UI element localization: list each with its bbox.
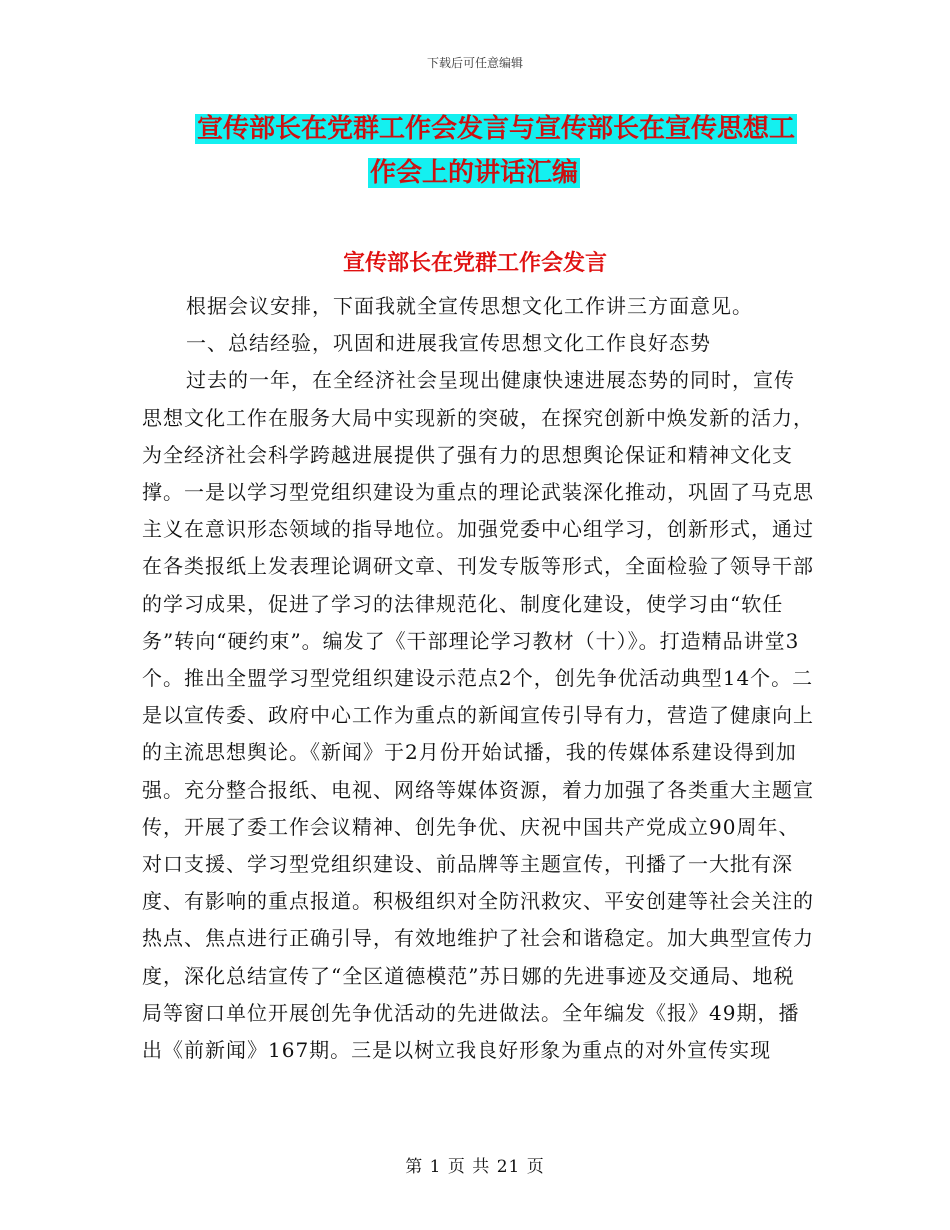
body-text [142, 288, 814, 1069]
document-title-line-1 [195, 110, 797, 148]
paragraph: 过去的一年，在全经济社会呈现出健康快速进展态势的同时，宣传思想文化工作在服务大局中实现新的突破，在探究创新中焕发新的活力，为全经济社会科学跨越进展提供了强有力的思想舆论保证和精神文化支撑。一是以学习型党组织建设为重点的理论武装深化推动，巩固了马克思主义在意识形态领域的指导地位。加强党委中心组学习，创新形式，通过在各类报纸上发表理论调研文章、刊发专版等形式，全面检验了领导干部的学习成果，促进了学习的法律规范化、制度化建设，使学习由“软任务”转向“硬约束”。编发了《干部理论学习教材（十）》。打造精品讲堂3个。推出全盟学习型党组织建设示范点2个，创先争优活动典型14个。二是以宣传委、政府中心工作为重点的新闻宣传引导有力，营造了健康向上的主流思想舆论。《新闻》于2月份开始试播，我的传媒体系建设得到加强。充分整合报纸、电视、网络等媒体资源，着力加强了各类重大主题宣传，开展了委工作会议精神、创先争优、庆祝中国共产党成立90周年、对口支援、学习型党组织建设、前品牌等主题宣传，刊播了一大批有深度、有影响的重点报道。积极组织对全防汛救灾、平安创建等社会关注的热点、焦点进行正确引导，有效地维护了社会和谐稳定。加大典型宣传力度，深化总结宣传了“全区道德模范”苏日娜的先进事迹及交通局、地税局等窗口单位开展创先争优活动的先进做法。全年编发《报》49期，播出《前新闻》167期。三是以树立我良好形象为重点的对外宣传实现 [142, 368, 814, 1063]
section-title: 宣传部长在党群工作会发言 [342, 251, 607, 276]
document-title-line-1-text: 宣传部长在党群工作会发言与宣传部长在宣传思想工 [197, 114, 796, 144]
document-title-line-2-text: 作会上的讲话汇编 [370, 158, 579, 188]
document-title-line-2 [368, 154, 580, 192]
paragraph: 一、总结经验，巩固和进展我宣传思想文化工作良好态势 [186, 331, 711, 356]
page-footer: 第 1 页 共 21 页 [405, 1157, 545, 1177]
paragraph: 根据会议安排，下面我就全宣传思想文化工作讲三方面意见。 [186, 294, 753, 318]
header-note: 下载后可任意编辑 [426, 56, 523, 70]
